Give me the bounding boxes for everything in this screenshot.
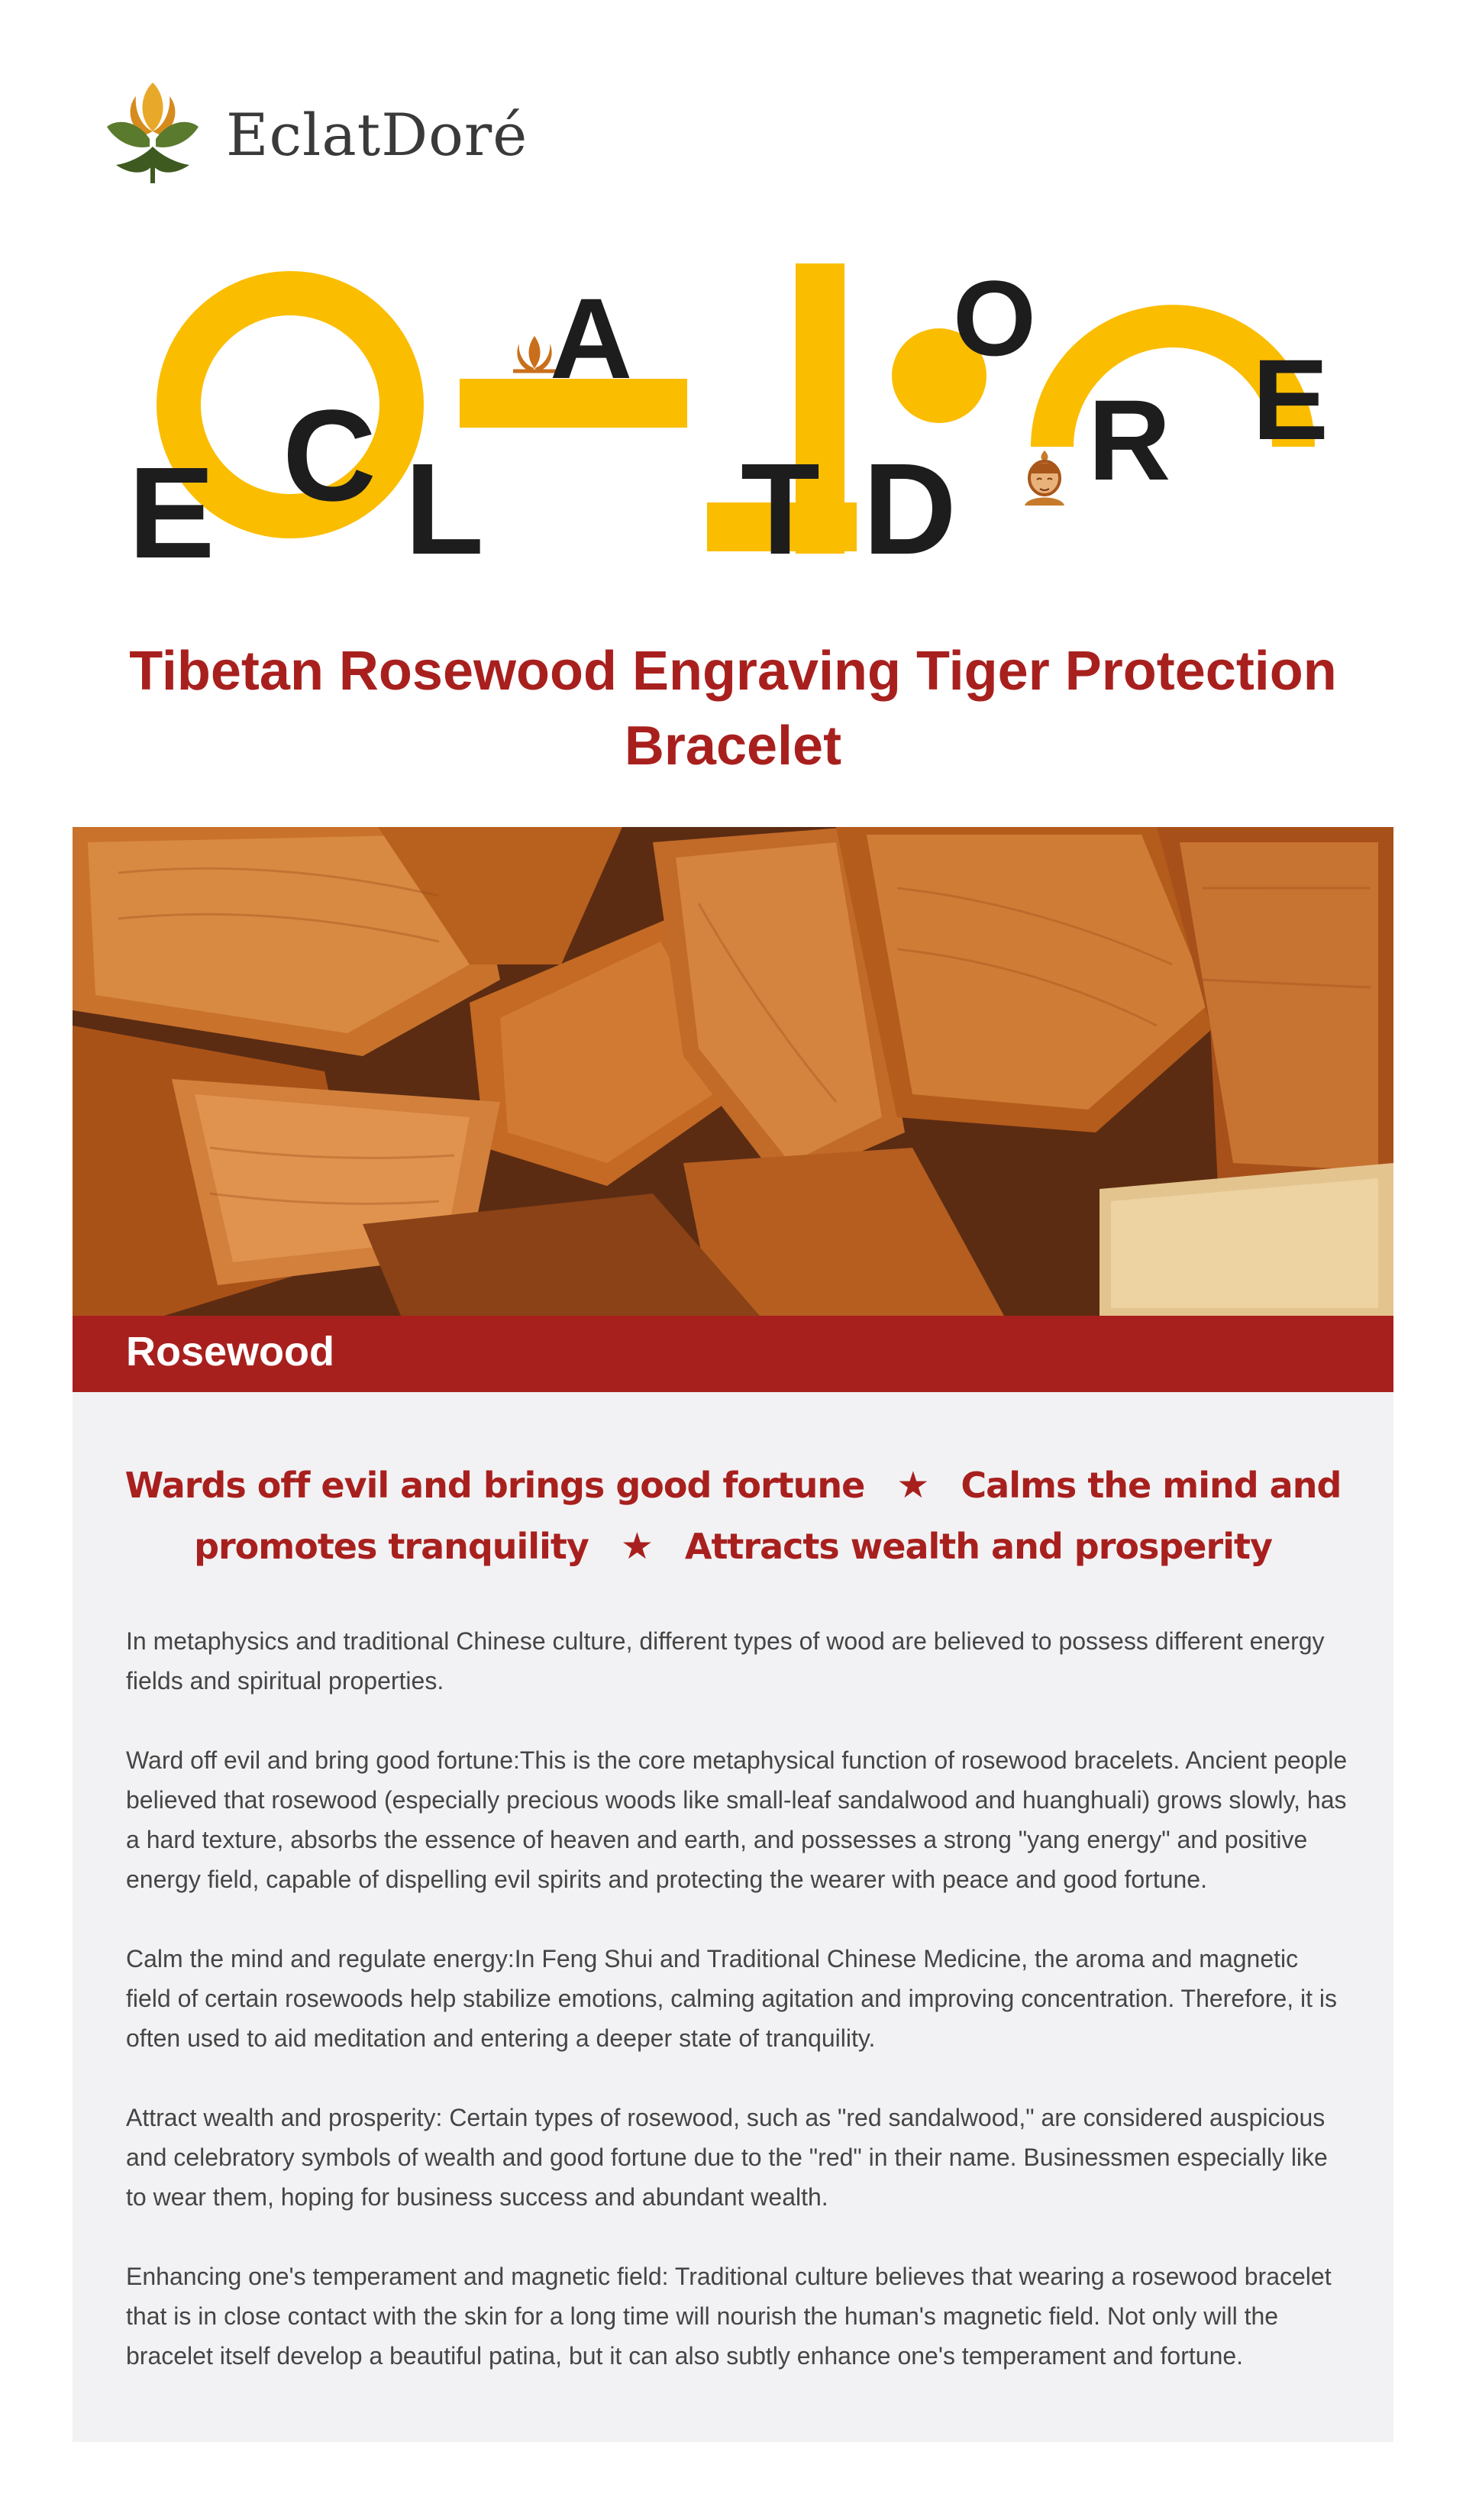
section-label: Rosewood xyxy=(126,1329,335,1375)
content-panel xyxy=(73,1392,1393,2442)
benefit-item: Calms the mind and promotes tranquility xyxy=(194,1465,1342,1567)
lotus-leaf-icon xyxy=(105,73,205,188)
wordmark-letter-e1: E xyxy=(128,441,215,565)
paragraph: Ward off evil and bring good fortune:This is the core metaphysical function of rosewood bracelets. Ancient people believed that rosewood (especially precious woods like small-leaf sandalwood and huanghuali) grows slowly, has a hard texture, absorbs the essence of heaven and earth, and possesses a strong "yang energy" and positive energy field, capable of dispelling evil spirits and protecting the wearer with peace and good fortune. xyxy=(126,1746,1348,1893)
star-icon: ★ xyxy=(896,1464,929,1507)
brand-logo[interactable] xyxy=(105,73,563,188)
brand-name: EclatDoré xyxy=(226,101,528,169)
page-title: Tibetan Rosewood Engraving Tiger Protection Bracelet xyxy=(129,641,1337,777)
benefit-item: Wards off evil and brings good fortune xyxy=(124,1465,865,1506)
wordmark-letter-t: T xyxy=(741,437,820,565)
buddha-icon xyxy=(1025,451,1064,506)
wordmark-letter-a: A xyxy=(550,274,633,402)
rosewood-hero-image xyxy=(73,827,1393,1316)
star-icon: ★ xyxy=(620,1525,653,1568)
wordmark-letter-o: O xyxy=(953,258,1036,378)
paragraph: Calm the mind and regulate energy:In Feng Shui and Traditional Chinese Medicine, the aroma and magnetic field of certain rosewoods help stabilize emotions, calming agitation and improving concentration. Therefore, it is often used to aid meditation and entering a deeper state of tranquility. xyxy=(126,1945,1338,2052)
section-banner xyxy=(73,1316,1393,1392)
wordmark-letter-c: C xyxy=(283,383,376,528)
description-text xyxy=(126,1621,1348,2415)
wordmark-letter-r: R xyxy=(1088,376,1171,504)
wordmark-letter-l: L xyxy=(405,437,484,565)
eclatdore-wordmark xyxy=(107,252,1359,565)
wordmark-letter-d: D xyxy=(863,437,957,565)
paragraph: Enhancing one's temperament and magnetic field: Traditional culture believes that wearing a rosewood bracelet that is in close contact with the skin for a long time will nourish the human's magnetic field. Not only will the bracelet itself develop a beautiful patina, but it can also subtly enhance one's temperament and fortune. xyxy=(126,2263,1332,2370)
paragraph: In metaphysics and traditional Chinese culture, different types of wood are believed to possess different energy fields and spiritual properties. xyxy=(126,1627,1325,1695)
wordmark-letter-e2: E xyxy=(1252,335,1329,464)
benefits-list xyxy=(118,1455,1348,1577)
benefit-item: Attracts wealth and prosperity xyxy=(684,1526,1272,1567)
paragraph: Attract wealth and prosperity: Certain types of rosewood, such as "red sandalwood," are considered auspicious and celebratory symbols of wealth and good fortune due to the "red" in their name. Businessmen especially like to wear them, hoping for business success and abundant wealth. xyxy=(126,2104,1328,2211)
